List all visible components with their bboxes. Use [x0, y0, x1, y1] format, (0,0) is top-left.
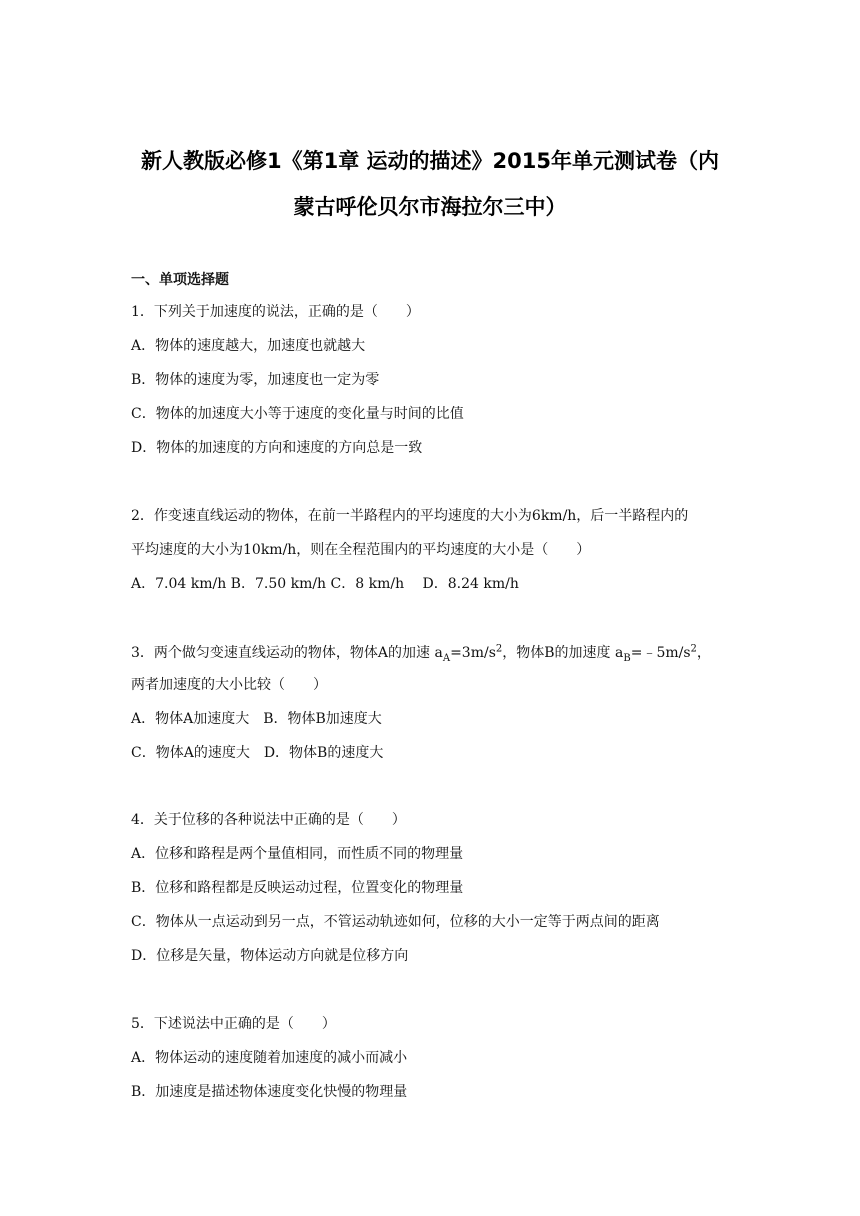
q4-stem: 4．关于位移的各种说法中正确的是（ ）: [131, 812, 406, 828]
q3-text-c: ，物体B的加速度 a: [502, 645, 624, 661]
q5-option-b: B．加速度是描述物体速度变化快慢的物理量: [131, 1084, 408, 1100]
exam-title-line-2: 蒙古呼伦贝尔市海拉尔三中）: [293, 195, 567, 219]
section-heading: 一、单项选择题: [131, 272, 229, 288]
q3-superscript-a: 2: [495, 643, 503, 655]
q3-subscript-b: B: [623, 652, 631, 664]
q2-stem-line-1: 2．作变速直线运动的物体，在前一半路程内的平均速度的大小为6km/h，后一半路程内的: [131, 508, 689, 524]
q5-stem: 5．下述说法中正确的是（ ）: [131, 1016, 336, 1032]
q4-option-a: A．位移和路程是两个量值相同，而性质不同的物理量: [131, 846, 464, 862]
q1-option-c: C．物体的加速度大小等于速度的变化量与时间的比值: [131, 406, 464, 422]
q1-option-a: A．物体的速度越大，加速度也就越大: [131, 338, 366, 354]
q3-stem-line-2: 两者加速度的大小比较（ ）: [131, 677, 327, 693]
q4-option-d: D．位移是矢量，物体运动方向就是位移方向: [131, 948, 409, 964]
q2-options: A．7.04 km/h B．7.50 km/h C．8 km/h D．8.24 km/h: [131, 576, 519, 592]
q5-option-a: A．物体运动的速度随着加速度的减小而减小: [131, 1050, 408, 1066]
q3-text-d: =﹣5m/s: [630, 645, 691, 661]
q3-options-ab: A．物体A加速度大 B．物体B加速度大: [131, 711, 382, 727]
q3-subscript-a: A: [442, 652, 451, 664]
q1-stem: 1．下列关于加速度的说法，正确的是（ ）: [131, 304, 420, 320]
q1-option-b: B．物体的速度为零，加速度也一定为零: [131, 372, 380, 388]
q3-text-a: 3．两个做匀变速直线运动的物体，物体A的加速 a: [131, 645, 443, 661]
q3-text-e: ，: [696, 645, 711, 661]
q4-option-c: C．物体从一点运动到另一点，不管运动轨迹如何，位移的大小一定等于两点间的距离: [131, 914, 660, 930]
q3-options-cd: C．物体A的速度大 D．物体B的速度大: [131, 745, 384, 761]
q3-text-b: =3m/s: [450, 645, 496, 661]
exam-title-line-1: 新人教版必修1《第1章 运动的描述》2015年单元测试卷（内: [141, 149, 719, 173]
q4-option-b: B．位移和路程都是反映运动过程，位置变化的物理量: [131, 880, 464, 896]
q3-superscript-b: 2: [690, 643, 697, 655]
q3-stem-line-1: [131, 643, 711, 663]
q2-stem-line-2: 平均速度的大小为10km/h，则在全程范围内的平均速度的大小是（ ）: [131, 542, 591, 558]
q1-option-d: D．物体的加速度的方向和速度的方向总是一致: [131, 440, 423, 456]
